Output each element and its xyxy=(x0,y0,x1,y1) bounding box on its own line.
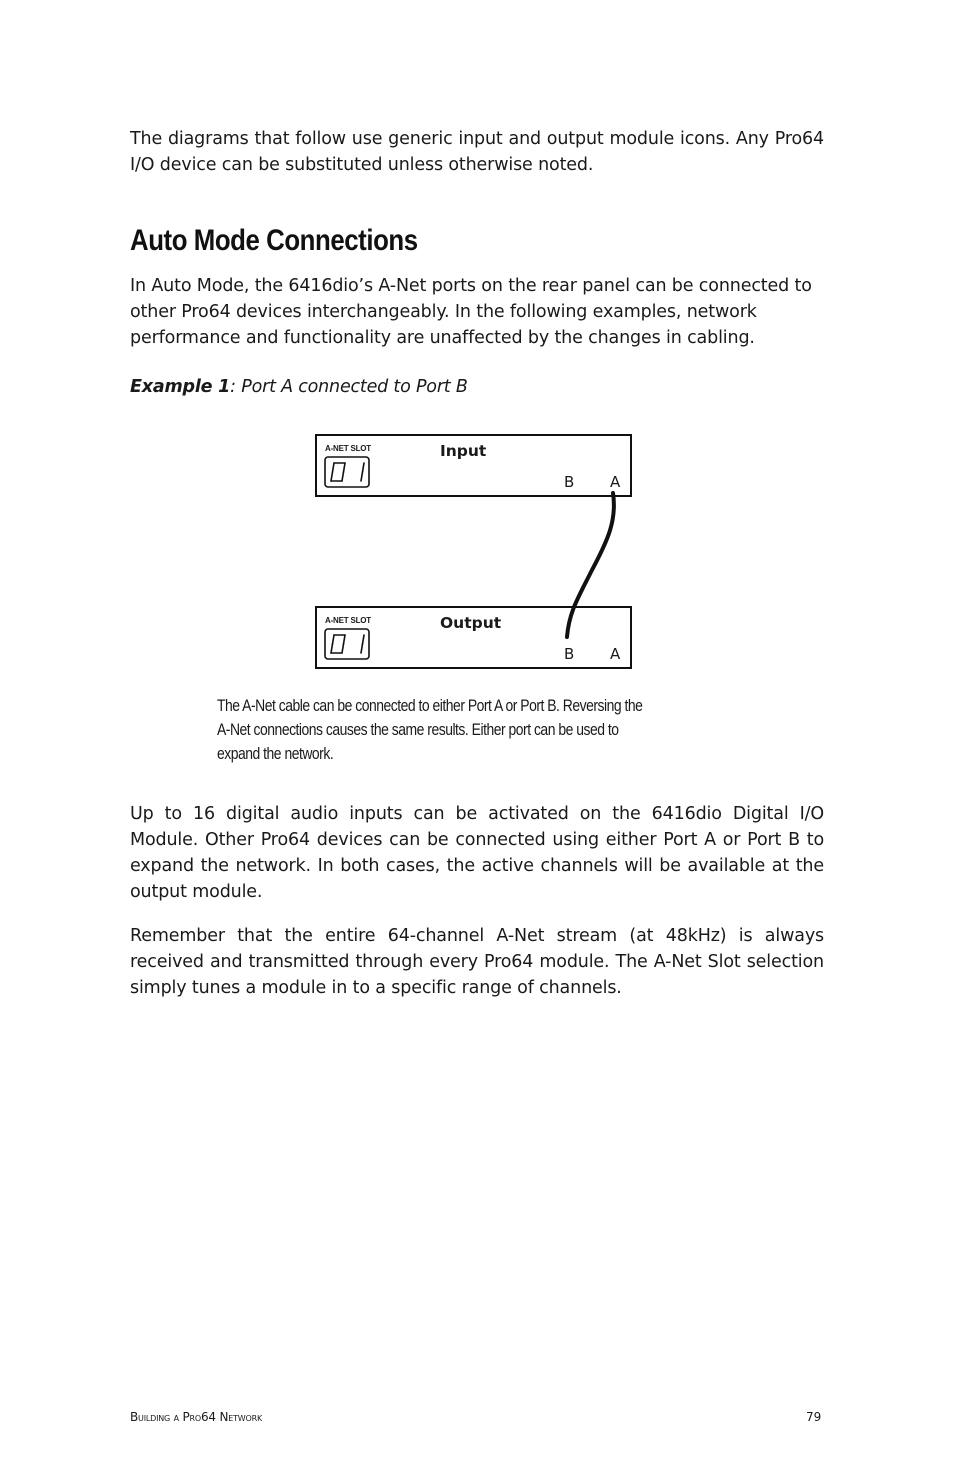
slot-display xyxy=(324,628,370,660)
caption-line: A-Net connections causes the same results. Either port can be used to xyxy=(217,720,619,739)
display-segment xyxy=(363,463,365,472)
module-name: Input xyxy=(440,442,487,460)
inputs-paragraph: Up to 16 digital audio inputs can be activated on the 6416dio Digital I/O Module. Other Pro64 devices can be connected using either Port A or Port B to expand the network. In both cases, the active channels will be available at the output module. xyxy=(130,804,824,902)
display-segment xyxy=(361,644,363,653)
display-segment xyxy=(331,644,333,653)
section-heading: Auto Mode Connections xyxy=(130,224,418,257)
module-name: Output xyxy=(440,614,502,632)
display-segment xyxy=(333,463,335,472)
intro-paragraph: The diagrams that follow use generic input and output module icons. Any Pro64 I/O device can be substituted unless otherwise noted. xyxy=(130,129,824,175)
display-segment xyxy=(333,635,335,644)
example-caption xyxy=(130,374,468,400)
port-a-label: A xyxy=(610,645,621,663)
example-text: : Port A connected to Port B xyxy=(230,377,468,397)
slot-display xyxy=(324,456,370,488)
display-segment xyxy=(361,472,363,481)
display-segment xyxy=(344,635,346,644)
example-label: Example 1 xyxy=(130,377,231,397)
anet-slot-label: A-NET SLOT xyxy=(325,616,371,625)
remember-paragraph: Remember that the entire 64-channel A-Net stream (at 48kHz) is always received and transmitted through every Pro64 module. The A-Net Slot selection simply tunes a module in to a specific range of channels. xyxy=(130,926,824,998)
caption-line: The A-Net cable can be connected to either Port A or Port B. Reversing the xyxy=(217,696,643,715)
caption-line: expand the network. xyxy=(217,744,334,763)
port-a-label: A xyxy=(610,473,621,491)
display-segment xyxy=(331,472,333,481)
port-b-label: B xyxy=(564,473,575,491)
anet-slot-label: A-NET SLOT xyxy=(325,444,371,453)
display-segment xyxy=(342,644,344,653)
port-b-label: B xyxy=(564,645,575,663)
display-segment xyxy=(344,463,346,472)
auto-mode-paragraph: In Auto Mode, the 6416dio’s A-Net ports on the rear panel can be connected to other Pro64 devices interchangeably. In the following examples, network performance and functionality are unaffected by the changes in cabling. xyxy=(130,276,812,348)
display-segment xyxy=(363,635,365,644)
diagram-caption xyxy=(217,694,643,766)
page-number: 79 xyxy=(806,1410,822,1424)
footer-section-title: Building a Pro64 Network xyxy=(130,1410,263,1424)
input-module-panel xyxy=(315,434,632,497)
output-module-panel xyxy=(315,606,632,669)
display-segment xyxy=(342,472,344,481)
